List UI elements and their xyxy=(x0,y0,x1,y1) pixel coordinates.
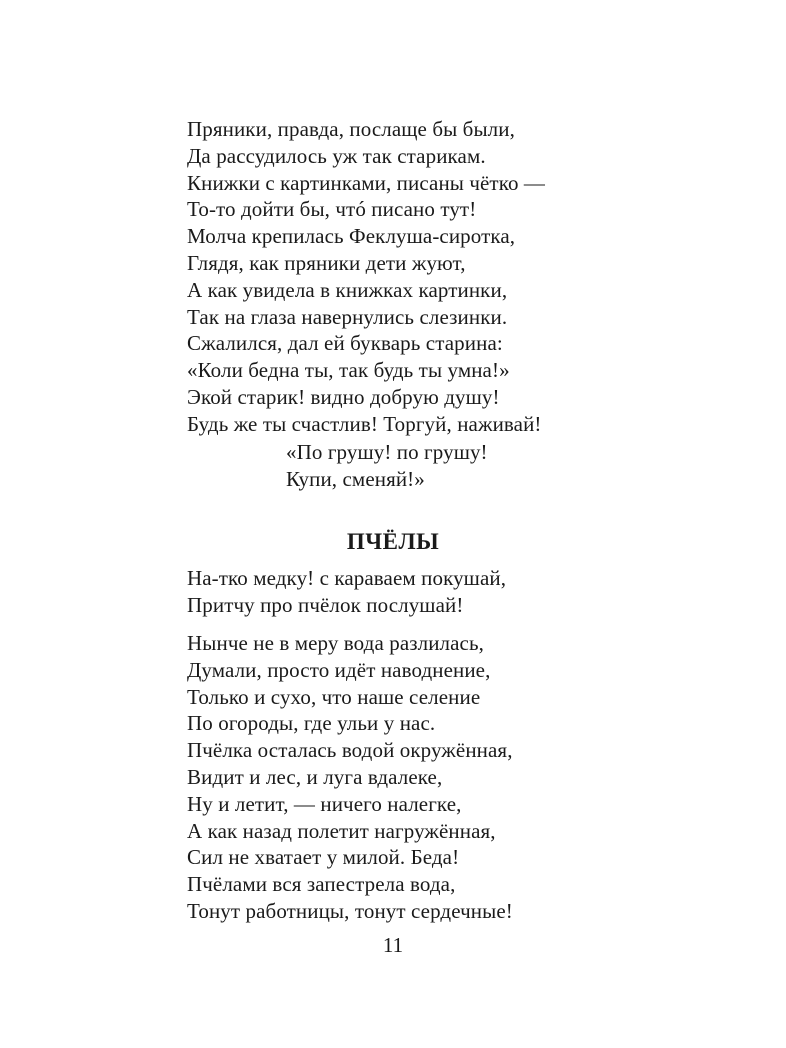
poem-line: Экой старик! видно добрую душу! xyxy=(187,384,500,409)
poem-line: Так на глаза навернулись слезинки. xyxy=(187,304,508,329)
refrain-line: «По грушу! по грушу! xyxy=(286,440,488,464)
poem-line: Да рассудилось уж так старикам. xyxy=(187,143,486,168)
poem-line: Пчёлка осталась водой окружённая, xyxy=(187,738,513,763)
poem-line: А как увидела в книжках картинки, xyxy=(187,277,508,302)
poem-line: «Коли бедна ты, так будь ты умна!» xyxy=(187,358,510,383)
poem-stanza-bees-intro xyxy=(187,565,506,619)
poem-line: Книжки с картинками, писаны чётко — xyxy=(187,170,545,195)
poem-line: Молча крепилась Феклуша-сиротка, xyxy=(187,224,516,249)
section-title: ПЧЁЛЫ xyxy=(346,529,440,554)
poem-line: По огороды, где ульи у нас. xyxy=(187,711,436,736)
poem-line: Сил не хватает у милой. Беда! xyxy=(187,845,460,870)
poem-line: А как назад полетит нагружённая, xyxy=(187,818,496,843)
refrain-line: Купи, сменяй!» xyxy=(286,466,425,491)
poem-line: Нынче не в меру вода разлилась, xyxy=(187,631,485,655)
poem-line: Пряники, правда, послаще бы были, xyxy=(187,117,515,141)
poem-line: На-тко медку! с караваем покушай, xyxy=(187,566,507,590)
poem-line: Будь же ты счастлив! Торгуй, наживай! xyxy=(187,411,542,436)
poem-stanza-peddlers xyxy=(187,116,545,438)
page-number: 11 xyxy=(382,933,404,957)
poem-line: Ну и летит, — ничего налегке, xyxy=(187,791,462,816)
poem-line: Притчу про пчёлок послушай! xyxy=(187,592,464,617)
poem-line: Пчёлами вся запестрела вода, xyxy=(187,872,456,897)
poem-line: Тонут работницы, тонут сердечные! xyxy=(187,898,513,923)
poem-line: Глядя, как пряники дети жуют, xyxy=(187,250,466,275)
poem-line: Думали, просто идёт наводнение, xyxy=(187,657,491,682)
poem-line: Только и сухо, что наше селение xyxy=(187,684,481,709)
poem-line: Сжалился, дал ей букварь старина: xyxy=(187,331,503,356)
poem-line: Видит и лес, и луга вдалеке, xyxy=(187,764,443,789)
poem-line: То-то дойти бы, чтó писано тут! xyxy=(187,197,477,222)
poem-stanza-bees-main xyxy=(187,630,513,925)
poem-refrain xyxy=(286,439,488,493)
